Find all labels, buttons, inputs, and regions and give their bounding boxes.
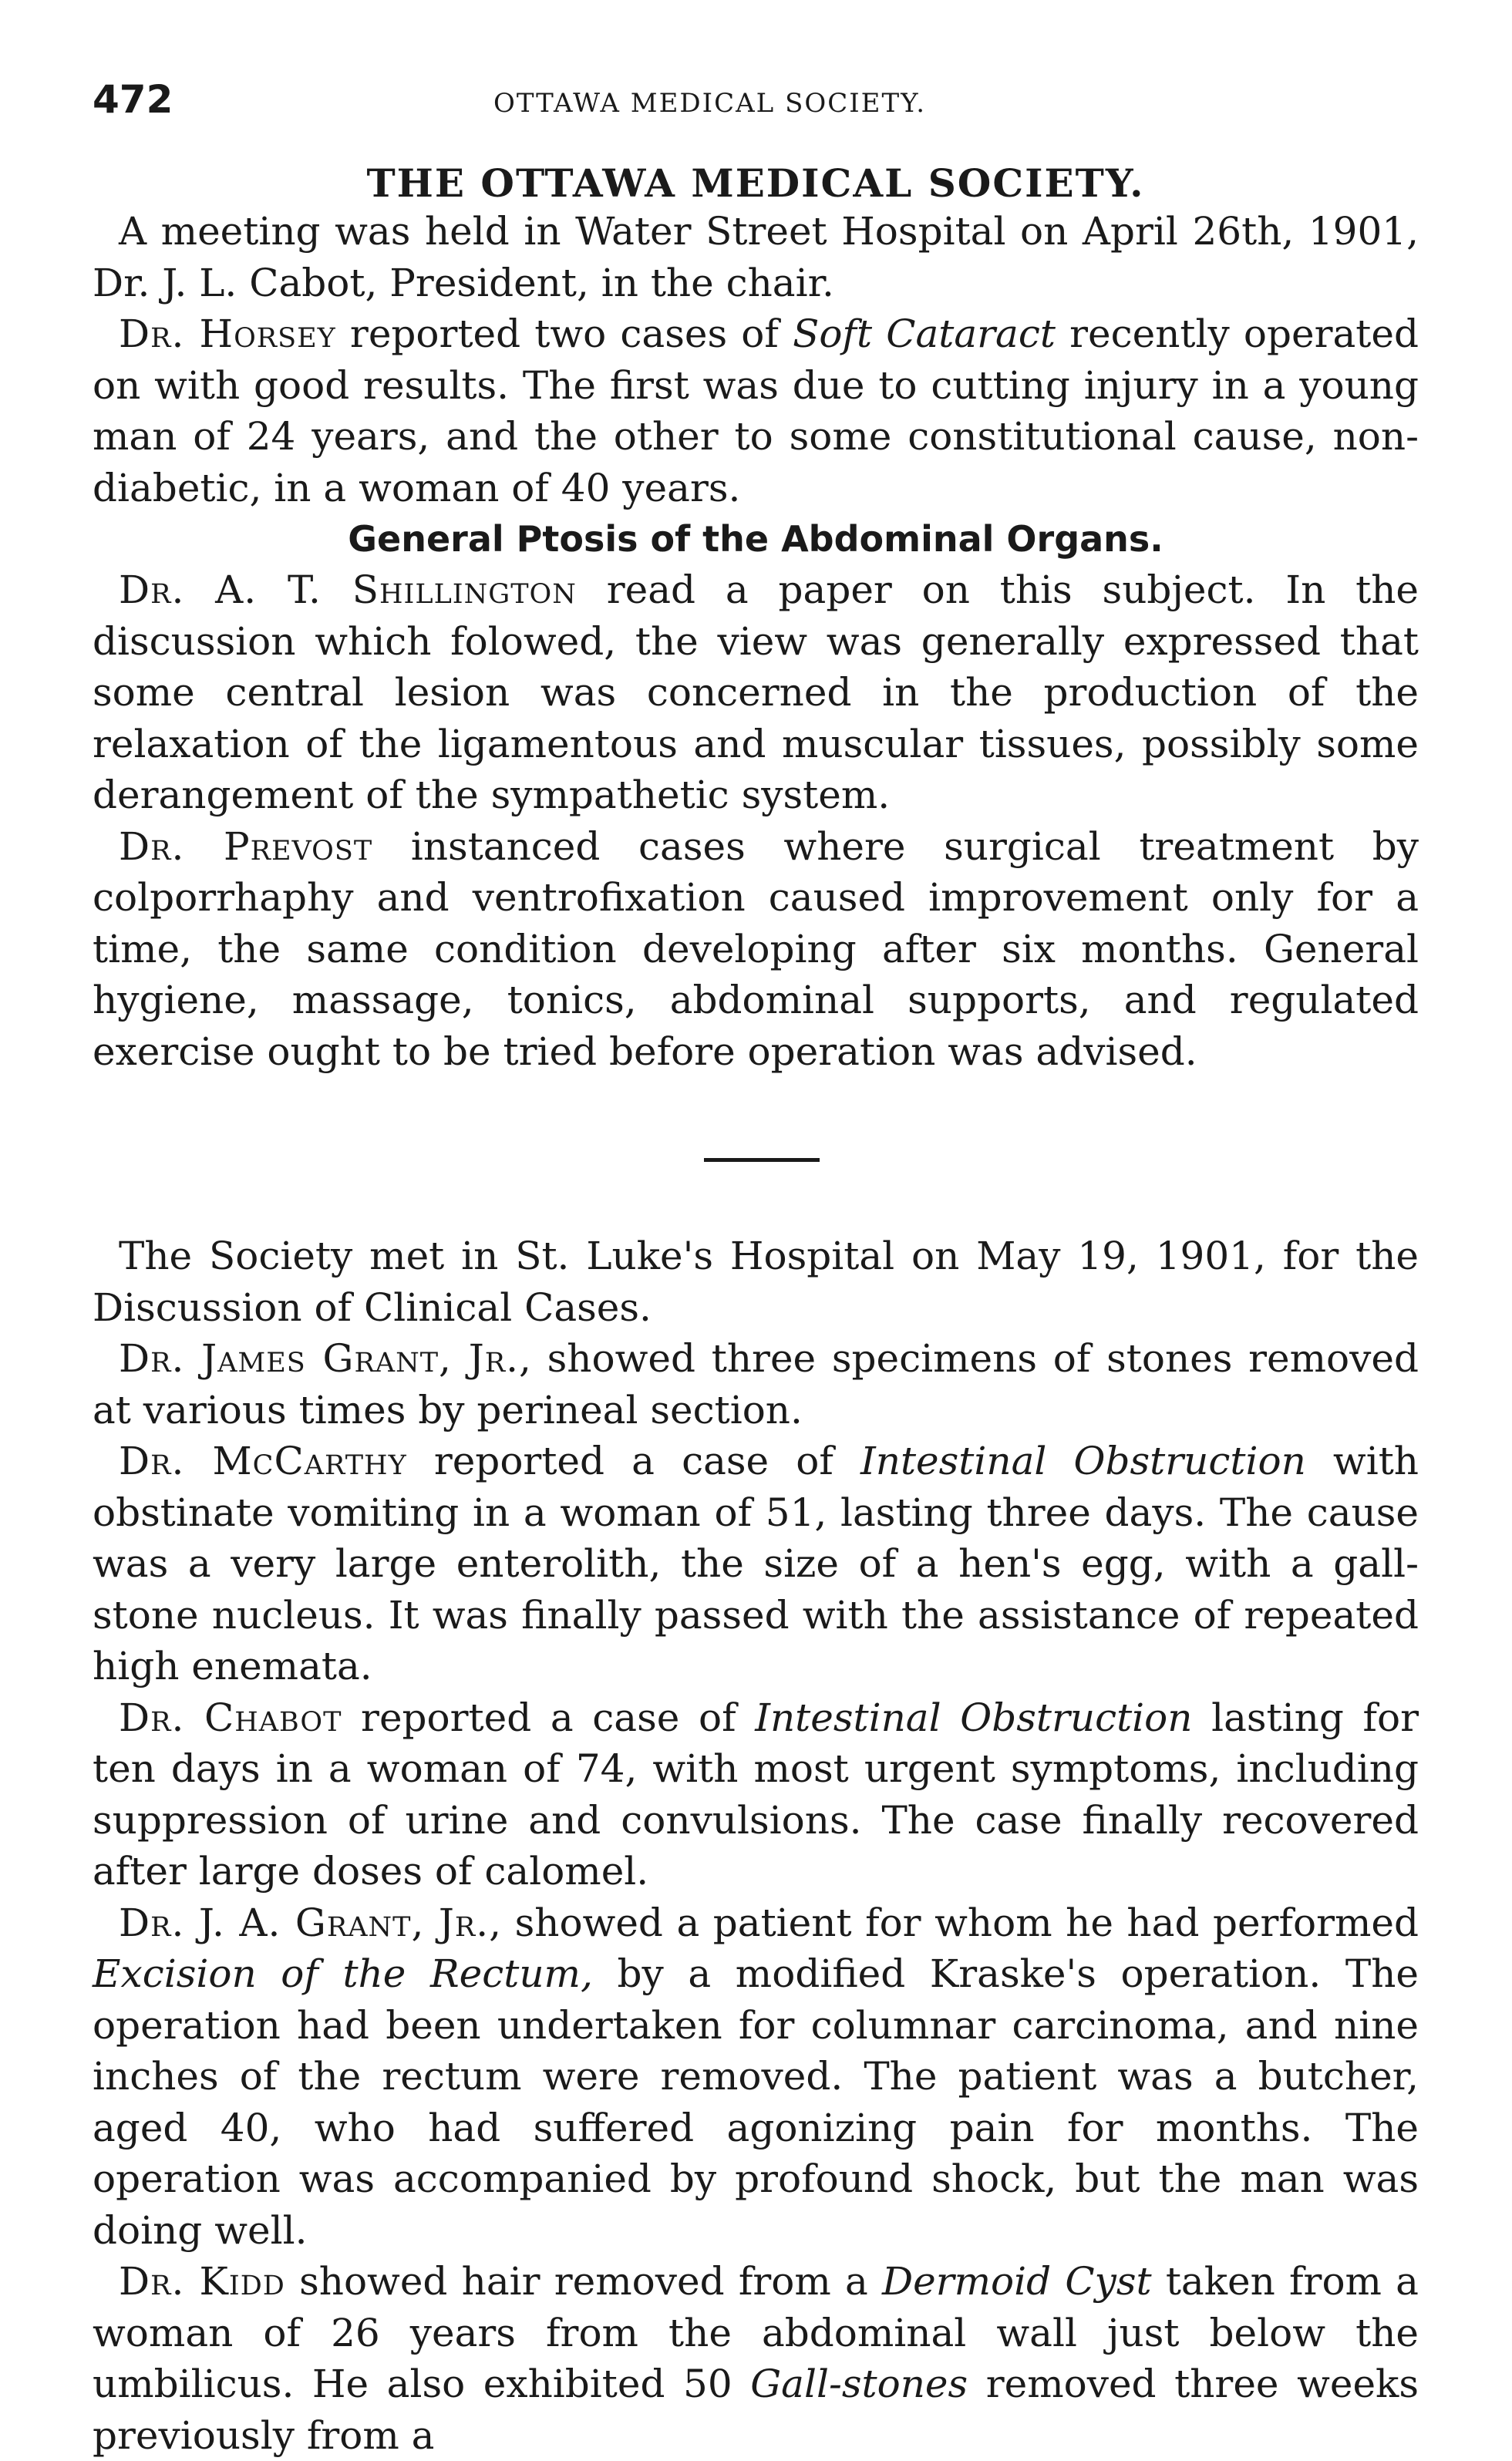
topic-italic: Gall-stones — [750, 2362, 968, 2406]
speaker-name: Dr. McCarthy — [119, 1439, 407, 1483]
paragraph-james-grant: Dr. James Grant, Jr., showed three specimens of stones removed at various times by perineal section. — [93, 1336, 1419, 1432]
speaker-name: Dr. Horsey — [119, 311, 336, 356]
speaker-name: Dr. James Grant, Jr. — [119, 1336, 519, 1381]
page-number: 472 — [93, 77, 173, 122]
meeting-may-section — [93, 1230, 1419, 2461]
paragraph-kidd: Dr. Kidd showed hair removed from a Dermoid Cyst taken from a woman of 26 years from the abdominal wall just below the umbilicus. He also exhibited 50 Gall-stones removed three weeks previously from a — [93, 2259, 1419, 2458]
topic-italic: Soft Cataract — [793, 311, 1056, 356]
page-header — [93, 77, 1419, 131]
paragraph-ja-grant: Dr. J. A. Grant, Jr., showed a patient for whom he had performed Excision of the Rectum, by a modified Kraske's operation. The operation had been undertaken for columnar carcinoma, and nine inches of the rectum were removed. The patient was a butcher, aged 40, who had suffered agonizing pain for months. The operation was accompanied by profound shock, but the man was doing well. — [93, 1900, 1419, 2253]
paragraph-mccarthy: Dr. McCarthy reported a case of Intestinal Obstruction with obstinate vomiting in a woman of 51, lasting three days. The cause was a very large enterolith, the size of a hen's egg, with a gall-stone nucleus. It was finally passed with the assistance of repeated high enemata. — [93, 1439, 1419, 1688]
topic-italic: Intestinal Obstruction — [860, 1439, 1306, 1483]
speaker-name: Dr. J. A. Grant, Jr. — [119, 1900, 490, 1945]
speaker-name: Dr. Chabot — [119, 1695, 342, 1740]
paragraph-horsey: Dr. Horsey reported two cases of Soft Cataract recently operated on with good results. The first was due to cutting injury in a young man of 24 years, and the other to some constitutional cause, non-diabetic, in a woman of 40 years. — [93, 311, 1419, 510]
paragraph-may-meeting: The Society met in St. Luke's Hospital on May 19, 1901, for the Discussion of Clinical Cases. — [93, 1234, 1419, 1330]
paragraph-chabot: Dr. Chabot reported a case of Intestinal Obstruction lasting for ten days in a woman of 74, with most urgent symptoms, including suppression of urine and convulsions. The case finally recovered after large doses of calomel. — [93, 1695, 1419, 1894]
paragraph-shillington: Dr. A. T. Shillington read a paper on this subject. In the discussion which folowed, the view was generally expressed that some central lesion was concerned in the production of the relaxation of the ligamentous and muscular tissues, possibly some derangement of the sympathetic system. — [93, 567, 1419, 817]
topic-italic: Dermoid Cyst — [882, 2259, 1152, 2304]
speaker-name: Dr. Prevost — [119, 823, 373, 869]
running-head: OTTAWA MEDICAL SOCIETY. — [493, 88, 927, 119]
meeting-april-section — [93, 160, 1419, 1077]
speaker-name: Dr. Kidd — [119, 2259, 285, 2304]
topic-italic: Excision of the Rectum, — [93, 1951, 593, 1996]
section-divider — [704, 1158, 820, 1162]
speaker-name: Dr. A. T. Shillington — [119, 567, 577, 612]
paragraph-prevost: Dr. Prevost instanced cases where surgical treatment by colporrhaphy and ventrofixation caused improvement only for a time, the same condition developing after six months. General hygiene, massage, tonics, abdominal supports, and regulated exercise ought to be tried before operation was advised. — [93, 823, 1419, 1074]
paragraph-meeting-intro: A meeting was held in Water Street Hospital on April 26th, 1901, Dr. J. L. Cabot, President, in the chair. — [93, 209, 1419, 305]
subheading-ptosis: General Ptosis of the Abdominal Organs. — [348, 518, 1163, 560]
topic-italic: Intestinal Obstruction — [755, 1695, 1193, 1740]
article-title: THE OTTAWA MEDICAL SOCIETY. — [366, 160, 1145, 206]
